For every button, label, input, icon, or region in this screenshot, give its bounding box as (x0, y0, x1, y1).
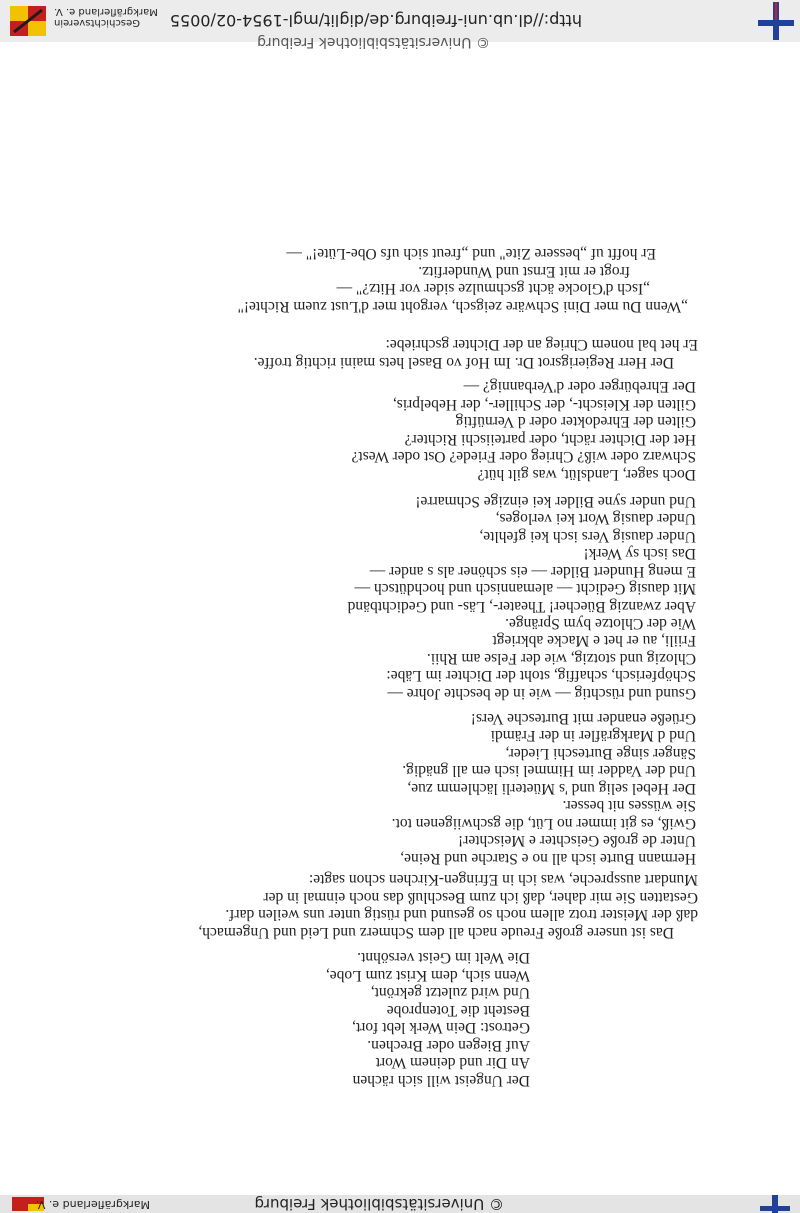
poem-block-3 (0, 615, 800, 703)
text-line: Gsund und rüschtig — wie in de beschte Johre — (387, 685, 696, 702)
text-line: Er het bal nonem Chrieg an der Dichter gschriebe: (385, 336, 698, 354)
text-line: Sänger singe Burteschi Lieder, (505, 745, 696, 762)
text-line: Schwarz oder wiß? Chrieg oder Friede? Ost oder West? (351, 448, 696, 466)
university-seal-icon (758, 2, 794, 40)
prose-block-2 (0, 336, 800, 371)
poem-block-1 (0, 949, 800, 1089)
text-line: „Isch d'Glocke ächt gschmulze sider vor Hitz?" — (336, 280, 650, 298)
society-name: Markgräflerland e. V. (35, 1198, 150, 1211)
text-line: Und under syne Bilder kei einzige Schmarre! (415, 493, 696, 510)
text-line: Und der Vadder im Himmel isch em all gnädig. (402, 762, 696, 780)
text-line: daß der Meister trotz allem noch so gesund und rüstig unter uns weilen darf. (225, 906, 698, 924)
text-line: Wenn sich, dem Krist zum Lobe, (325, 967, 530, 984)
scanned-page (0, 42, 800, 1195)
text-line: Gestatten Sie mir daher, daß ich zum Beschluß das noch einmal in der (263, 889, 698, 906)
poem-block-2 (0, 710, 800, 868)
text-line: Der Hebel selig und 's Müeterli lächlemm zue, (407, 780, 696, 797)
text-line: „Wenn Du mer Dini Schwäre zeigsch, vergoht mer d'Lust zuem Richte!" (237, 298, 688, 315)
text-line: Gilten der Kleischt-, der Schiller-, der Hebelpris, (392, 396, 696, 413)
text-line: Auf Biegen oder Brechen. (367, 1037, 530, 1054)
university-seal-icon (760, 1195, 790, 1213)
text-line: Friili, au er het e Macke abkriegt (492, 632, 696, 650)
poem-block-4 (0, 493, 800, 616)
text-line: Der Ehrebürger oder d'Verbannig? — (463, 378, 696, 396)
text-line: Doch sager, Landslüt, was gilt hüt? (477, 466, 696, 483)
text-line: Gwiß, es git immer no Lüt, die gschwiigenen tot. (391, 815, 696, 832)
text-line: Das ist unsere große Freude nach all dem Schmerz und Leid und Ungemach, (198, 924, 674, 941)
poem-block-6 (0, 245, 800, 315)
library-credit: © Universitätsbibliothek Freiburg (257, 34, 490, 50)
society-logo-icon (8, 4, 48, 38)
text-line: Under dausig Vers isch kei gfehlte, (479, 528, 696, 545)
text-line: E meng Hundert Bilder — eis schöner als s ander — (369, 563, 696, 580)
text-line: Aber zwanzig Büecher! Theater-, Läs- und Gedichtbänd (347, 598, 696, 615)
text-line: Und d Markgräfler in der Främdi (490, 727, 696, 745)
text-line: Schöpferisch, schaffig, stoht der Dichter im Läbe: (386, 667, 696, 685)
text-line: Und wird zuletzt gekrönt, (370, 984, 530, 1002)
text-line: Mit dausig Gedicht — alemannisch und hochdütsch — (354, 580, 696, 598)
text-line: Mundart ausspreche, was ich in Efringen-Kirchen schon sagte: (308, 871, 698, 889)
text-line: An Dir und deinem Wort (375, 1054, 530, 1072)
poem-block-5 (0, 378, 800, 483)
library-credit: © Universitätsbibliothek Freiburg (254, 1195, 504, 1213)
text-line: Hermann Burte isch all no e Starche und Reine, (400, 850, 696, 867)
text-line: Under dausig Wort kei verloges, (495, 510, 696, 528)
text-line: Gilten der Ehredokter oder d Vernüftig (455, 413, 696, 431)
text-line: Sie wüsses nit besser. (562, 797, 696, 815)
prose-block-1 (0, 871, 800, 941)
text-line: Der Herr Regierigsrot Dr. Im Hof vo Basel hets maini richtig troffe. (253, 354, 674, 371)
text-line: Wie der Chlotze bym Sprängе. (505, 615, 696, 632)
society-name: Geschichtsverein Markgräflerland e. V. (54, 6, 158, 28)
text-line: Er hofft uf „bessere Zite" und „freut sich ufs Obe-Lüte!" — (286, 245, 656, 263)
text-line: Unter de große Geischter e Meischter! (458, 832, 696, 850)
text-line: Der Ungeist will sich rächen (352, 1072, 530, 1089)
permalink-url[interactable]: http://dl.ub.uni-freiburg.de/diglit/mgl-1954-02/0055 (169, 11, 582, 30)
text-line: frogt er mit Ernst und Wunderfitz. (418, 263, 630, 280)
text-line: Chlozig und stotzig, wie der Felse am Rhii. (426, 650, 696, 667)
text-line: Het der Dichter rächt, oder parteiischi Richter? (404, 431, 696, 448)
text-line: Grüeße enander mit Burtesche Vers! (470, 710, 696, 727)
text-line: Die Welt im Geist versöhnt. (357, 949, 530, 967)
text-line: Besteht die Totenprobe (386, 1002, 530, 1019)
next-page-band (0, 1195, 800, 1213)
text-line: Getrost: Dein Werk lebt fort, (352, 1019, 530, 1037)
text-line: Das isch sy Werk! (583, 545, 696, 563)
page-footer-band (0, 0, 800, 50)
